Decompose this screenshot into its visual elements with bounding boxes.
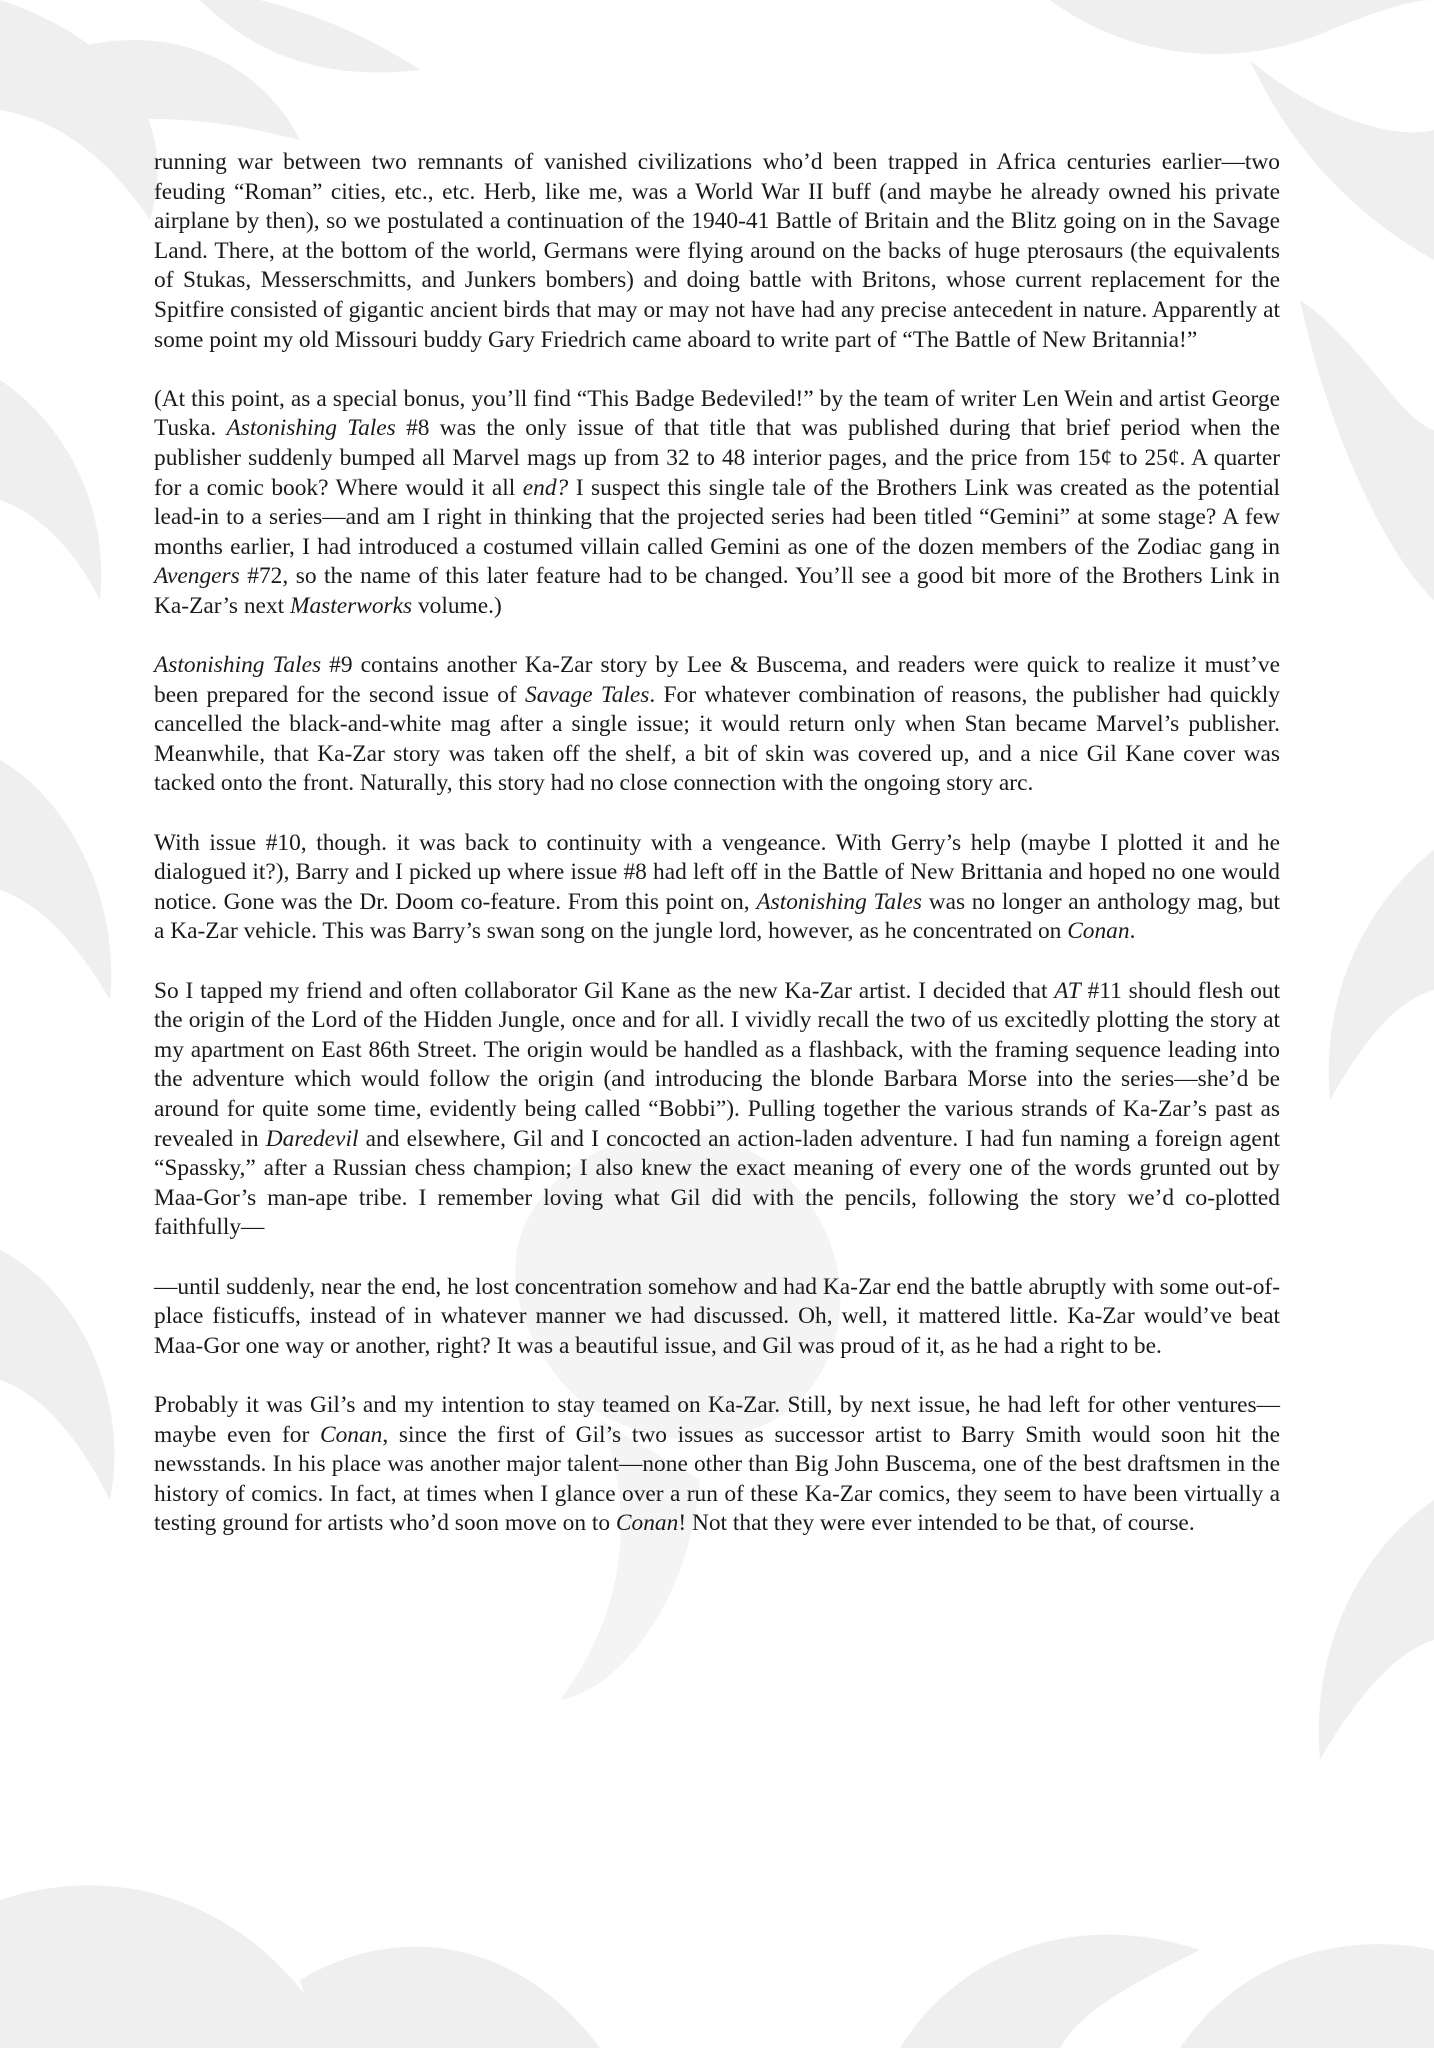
paragraph-text: . <box>1129 918 1136 945</box>
paragraph <box>154 829 1280 947</box>
paragraph <box>154 651 1280 799</box>
italic-title-text: Astonishing Tales <box>154 652 322 679</box>
italic-title-text: Conan <box>1067 918 1130 945</box>
italic-title-text: Astonishing Tales <box>756 888 923 915</box>
italic-title-text: Conan <box>319 1421 383 1448</box>
paragraph <box>154 385 1280 622</box>
italic-title-text: end? <box>522 474 569 501</box>
paragraph-text: Probably it was Gil’s and my intention to stay teamed on Ka-Zar. Still, by next issue, he had left for other ventures—maybe even for <box>154 1391 1280 1448</box>
italic-title-text: Savage Tales <box>525 681 650 708</box>
paragraph-text: ! Not that they were ever intended to be that, of course. <box>678 1510 1195 1537</box>
paragraph-text: With issue #10, though. it was back to continuity with a vengeance. With Gerry’s help (maybe I plotted it and he dialogued it?), Barry and I picked up where issue #8 had left off in the Battle of New Brittania and hoped no one would notice. Gone was the Dr. Doom co-feature. From this point on, <box>154 829 1280 915</box>
paragraph-text: was no longer an anthology mag, but a Ka-Zar vehicle. This was Barry’s swan song on the jungle lord, however, as he concentrated on <box>154 888 1281 945</box>
italic-title-text: AT <box>1054 977 1081 1004</box>
paragraph-text: —until suddenly, near the end, he lost concentration somehow and had Ka-Zar end the battle abruptly with some out-of-place fisticuffs, instead of in whatever manner we had discussed. Oh, well, it mattered little. Ka-Zar would’ve beat Maa-Gor one way or another, right? It was a beautiful issue, and Gil was proud of it, as he had a right to be. <box>154 1273 1280 1359</box>
paragraph <box>154 148 1280 355</box>
paragraph <box>154 1391 1280 1539</box>
paragraph-text: #11 should flesh out the origin of the Lord of the Hidden Jungle, once and for all. I vividly recall the two of us excitedly plotting the story at my apartment on East 86th Street. The origin would be handled as a flashback, with the framing sequence leading into the adventure which would follow the origin (and introducing the blonde Barbara Morse into the series—she’d be around for quite some time, evidently being called “Bobbi”). Pulling together the various strands of Ka-Zar’s past as revealed in <box>154 977 1280 1152</box>
paragraph-text: #8 was the only issue of that title that was published during that brief period when the publisher suddenly bumped all Marvel mags up from 32 to 48 interior pages, and the price from 15¢ to 25¢. A quarter for a comic book? Where would it all <box>154 415 1280 501</box>
italic-title-text: Astonishing Tales <box>226 415 396 442</box>
paragraph-text: #9 contains another Ka-Zar story by Lee & Buscema, and readers were quick to realize it must’ve been prepared for the second issue of <box>154 652 1281 708</box>
paragraph-text: volume.) <box>412 592 502 619</box>
article-body <box>154 148 1280 1539</box>
paragraph-text: running war between two remnants of vanished civilizations who’d been trapped in Africa centuries earlier—two feuding “Roman” cities, etc., etc. Herb, like me, was a World War II buff (and maybe he already owned his private airplane by then), so we postulated a continuation of the 1940-41 Battle of Britain and the Blitz going on in the Savage Land. There, at the bottom of the world, Germans were flying around on the backs of huge pterosaurs (the equivalents of Stukas, Messerschmitts, and Junkers bombers) and doing battle with Britons, whose current replacement for the Spitfire consisted of gigantic ancient birds that may or may not have had any precise antecedent in nature. Apparently at some point my old Missouri buddy Gary Friedrich came aboard to write part of “The Battle of New Britannia!” <box>154 149 1280 353</box>
paragraph-text: So I tapped my friend and often collaborator Gil Kane as the new Ka-Zar artist. I decided that <box>154 977 1055 1004</box>
italic-title-text: Daredevil <box>265 1125 359 1152</box>
italic-title-text: Avengers <box>154 563 240 590</box>
paragraph-text: and elsewhere, Gil and I concocted an action-laden adventure. I had fun naming a foreign agent “Spassky,” after a Russian chess champion; I also knew the exact meaning of every one of the words grunted out by Maa-Gor’s man-ape tribe. I remember loving what Gil did with the pencils, following the story we’d co-plotted faithfully— <box>154 1125 1280 1241</box>
paragraph-text: (At this point, as a special bonus, you’ll find “This Badge Bedeviled!” by the team of writer Len Wein and artist George Tuska. <box>154 385 1280 442</box>
paragraph <box>154 977 1280 1243</box>
italic-title-text: Conan <box>615 1510 679 1537</box>
paragraph <box>154 1273 1280 1362</box>
italic-title-text: Masterworks <box>289 592 413 619</box>
paragraph-text: I suspect this single tale of the Brothers Link was created as the potential lead-in to a series—and am I right in thinking that the projected series had been titled “Gemini” at some stage? A few months earlier, I had introduced a costumed villain called Gemini as one of the dozen members of the Zodiac gang in <box>154 474 1280 560</box>
paragraph-text: #72, so the name of this later feature had to be changed. You’ll see a good bit more of the Brothers Link in Ka-Zar’s next <box>154 563 1280 619</box>
paragraph-text: , since the first of Gil’s two issues as successor artist to Barry Smith would soon hit the newsstands. In his place was another major talent—none other than Big John Buscema, one of the best draftsmen in the history of comics. In fact, at times when I glance over a run of these Ka-Zar comics, they seem to have been virtually a testing ground for artists who’d soon move on to <box>154 1421 1280 1537</box>
paragraph-text: . For whatever combination of reasons, the publisher had quickly cancelled the black-and-white mag after a single issue; it would return only when Stan became Marvel’s publisher. Meanwhile, that Ka-Zar story was taken off the shelf, a bit of skin was covered up, and a nice Gil Kane cover was tacked onto the front. Naturally, this story had no close connection with the ongoing story arc. <box>154 681 1280 797</box>
